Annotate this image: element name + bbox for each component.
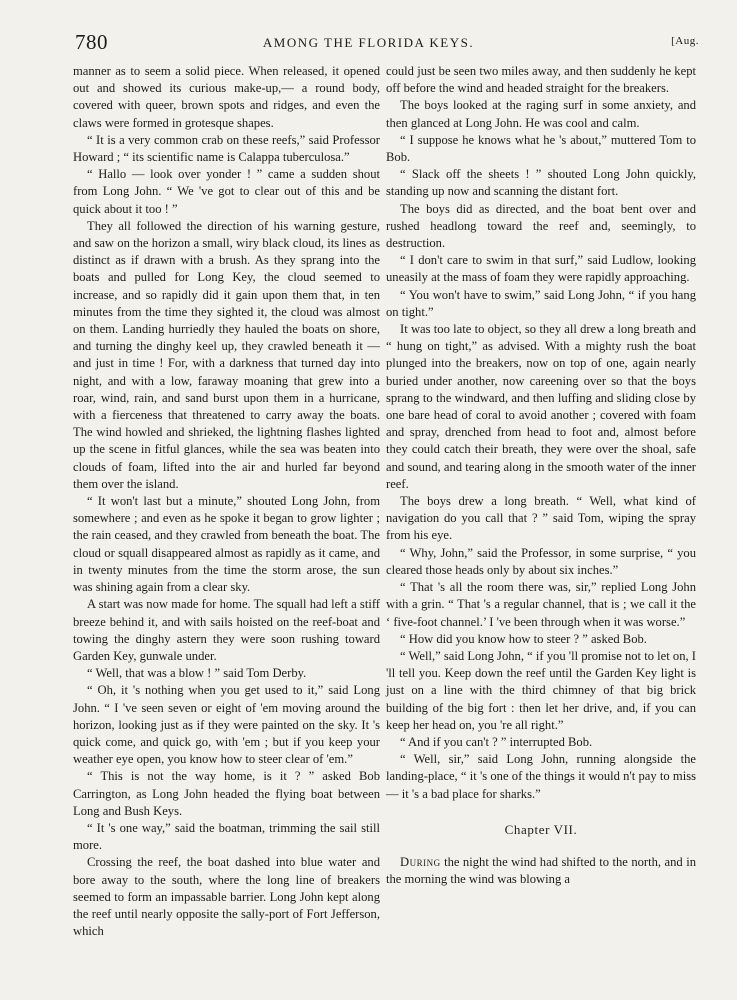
paragraph: “ How did you know how to steer ? ” asked Bob. [400,631,647,646]
paragraph: manner as to seem a solid piece. When released, it opened out and showed its curious make-up,— a round body, covered with queer, brown spots and ridges, and even the claws were formed in grotesque shapes. [73,64,380,130]
paragraph: “ Hallo — look over yonder ! ” came a sudden shout from Long John. “ We 've got to clear out of this and be quick about it too ! ” [73,167,380,216]
chapter-opening-paragraph [386,854,696,888]
paragraph: A start was now made for home. The squall had left a stiff breeze behind it, and with sails hoisted on the reef-boat and towing the dinghy astern they were soon rushing toward Garden Key, gunwale under. [73,597,380,663]
chapter-opening-text: the night the wind had shifted to the north, and in the morning the wind was blowing a [386,854,696,887]
paragraph: “ Oh, it 's nothing when you get used to it,” said Long John. “ I 've seen seven or eight of 'em moving around the horizon, looking just as if they were painted on the sky. It 's quick come, and quick go, with 'em ; but if you keep your weather eye open, you know how to steer clear of 'em.” [73,683,380,767]
paragraph: The boys looked at the raging surf in some anxiety, and then glanced at Long John. He was cool and calm. [386,98,696,130]
paragraph: “ Well, sir,” said Long John, running alongside the landing-place, “ it 's one of the things it would n't pay to miss — it 's a bad place for sharks.” [386,752,696,801]
paragraph: “ That 's all the room there was, sir,” replied Long John with a grin. “ That 's a regular channel, that is ; we call it the ‘ five-foot channel.’ I 've been through when it was worse.” [386,580,696,629]
paragraph: “ I don't care to swim in that surf,” said Ludlow, looking uneasily at the mass of foam they were rapidly approaching. [386,253,696,285]
running-month: [Aug. [671,35,699,47]
right-column [386,63,696,888]
paragraph: “ It is a very common crab on these reefs,” said Professor Howard ; “ its scientific name is Calappa tuberculosa.” [73,132,380,165]
paragraph: The boys did as directed, and the boat bent over and rushed headlong toward the reef and, seemingly, to destruction. [386,201,696,251]
page-header [0,30,737,54]
paragraph: “ You won't have to swim,” said Long John, “ if you hang on tight.” [386,287,696,319]
paragraph: “ Well,” said Long John, “ if you 'll promise not to let on, I 'll tell you. Keep down the reef until the Garden Key light is just on a line with the third chimney of that big brick building of the big fort : then let her drive, and, if you can keep her head on, you 're all right.” [386,648,696,732]
paragraph: “ It 's one way,” said the boatman, trimming the sail still more. [73,820,380,853]
paragraph: Crossing the reef, the boat dashed into blue water and bore away to the south, where the long line of breakers seemed to form an impassable barrier. Long John kept along the reef until nearly opposite the sally-port of Fort Jefferson, which [73,855,380,939]
paragraph: The boys drew a long breath. “ Well, what kind of navigation do you call that ? ” said Tom, wiping the spray from his eye. [386,494,696,543]
paragraph: “ Slack off the sheets ! ” shouted Long John quickly, standing up now and scanning the distant fort. [386,167,696,199]
running-title: AMONG THE FLORIDA KEYS. [262,35,475,50]
paragraph: could just be seen two miles away, and then suddenly he kept off before the wind and headed straight for the breakers. [386,64,696,96]
paragraph: “ Well, that was a blow ! ” said Tom Derby. [87,666,307,681]
page-number: 780 [75,30,108,54]
paragraph: “ Why, John,” said the Professor, in some surprise, “ you cleared those heads only by about six inches.” [386,545,696,577]
paragraph: It was too late to object, so they all drew a long breath and “ hung on tight,” as advised. With a mighty rush the boat plunged into the breakers, now on top of one, again nearly buried under another, now careening over so that the boys sprang to the windward, and then luffing and sliding close by one bare head of coral to avoid another ; covered with foam and spray, drenched from head to foot and, almost before they could catch their breath, they were over the shoal, safe and sound, and tearing along in the smooth water of the inner reef. [386,322,696,491]
left-column [73,63,380,940]
paragraph: “ I suppose he knows what he 's about,” muttered Tom to Bob. [386,132,696,165]
chapter-first-word: During [400,854,441,869]
paragraph: They all followed the direction of his warning gesture, and saw on the horizon a small, wiry black cloud, its lines as distinct as if drawn with a brush. As they sprang into the boats and pulled for Long Key, the cloud seemed to increase, and so rapidly did it gain upon them that, in ten minutes from the time they sighted it, the cloud was almost on them. Landing hurriedly they hauled the boats on shore, and turning the dinghy keel up, they crawled beneath it — and just in time ! For, with a darkness that turned day into night, and with a low, faraway moaning that grew into a roar, wind, rain, and sand burst upon them in a hurricane, with a fierceness that threatened to carry away the boats. The wind howled and shrieked, the lightning flashes lighted up the scene in fitful glances, while the sea was beaten into clouds of foam, lifted into the air and hurled far beyond them over the island. [73,218,380,491]
paragraph: “ It won't last but a minute,” shouted Long John, from somewhere ; and even as he spoke it began to grow lighter ; the rain ceased, and they crawled from beneath the boat. The cloud or squall disappeared almost as rapidly as it came, and in twenty minutes from the time the storm arose, the sun was shining again from a clear sky. [73,494,380,595]
paragraph: “ This is not the way home, is it ? ” asked Bob Carrington, as Long John headed the flying boat between Long and Bush Keys. [73,769,380,818]
paragraph: “ And if you can't ? ” interrupted Bob. [400,734,593,749]
chapter-heading: Chapter VII. [504,821,578,837]
